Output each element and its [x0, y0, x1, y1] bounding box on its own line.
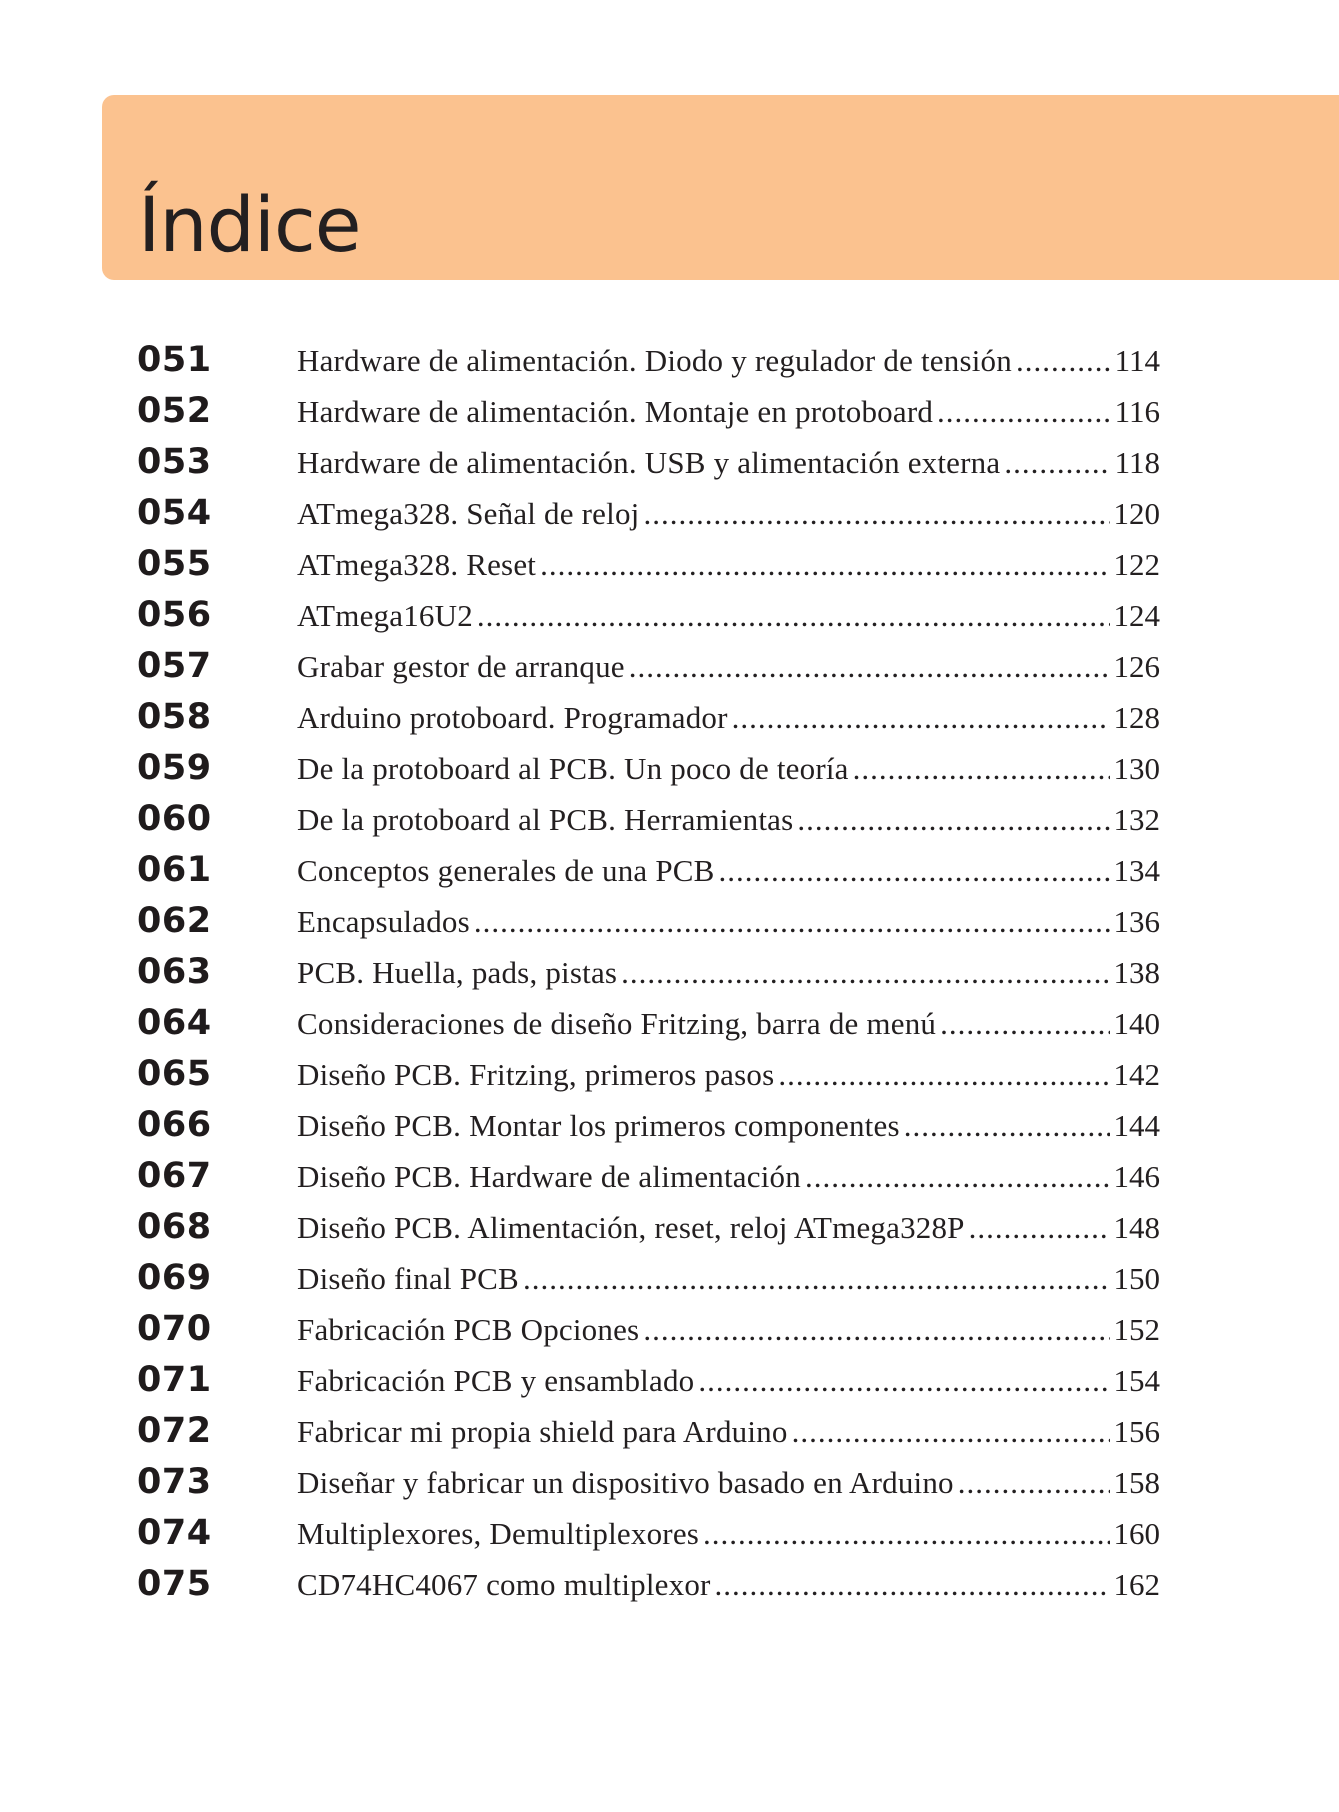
toc-entry-number: 060: [137, 799, 212, 839]
toc-dot-leader: [629, 649, 1110, 685]
toc-dot-leader: [643, 496, 1109, 532]
toc-entry[interactable]: [137, 340, 1160, 391]
toc-entry-title: Fabricar mi propia shield para Arduino: [297, 1414, 788, 1449]
toc-dot-leader: [621, 955, 1109, 991]
toc-entry[interactable]: [137, 1309, 1160, 1360]
toc-entry-page: 128: [1113, 700, 1160, 735]
toc-entry-page: 114: [1114, 343, 1160, 378]
toc-entry-title: Hardware de alimentación. USB y alimentación externa: [297, 445, 1001, 480]
toc-entry-page: 142: [1113, 1057, 1160, 1092]
toc-dot-leader: [778, 1057, 1109, 1093]
toc-entry-title: Hardware de alimentación. Diodo y regulador de tensión: [297, 343, 1012, 378]
header-band: [102, 95, 1339, 280]
toc-entry-number: 051: [137, 340, 212, 380]
toc-entry-page: 124: [1113, 598, 1160, 633]
toc-entry-title: Conceptos generales de una PCB: [297, 853, 715, 888]
toc-entry-number: 063: [137, 952, 212, 992]
toc-entry-number: 055: [137, 544, 212, 584]
table-of-contents: [137, 340, 1160, 1615]
toc-entry-title: Diseño PCB. Hardware de alimentación: [297, 1159, 801, 1194]
toc-entry-number: 053: [137, 442, 212, 482]
toc-entry-page: 122: [1113, 547, 1160, 582]
toc-entry-page: 152: [1113, 1312, 1160, 1347]
toc-entry-page: 134: [1113, 853, 1160, 888]
toc-entry-page: 118: [1114, 445, 1160, 480]
toc-entry[interactable]: [137, 544, 1160, 595]
toc-entry-title: Diseño final PCB: [297, 1261, 519, 1296]
toc-entry-number: 071: [137, 1360, 212, 1400]
toc-dot-leader: [643, 1312, 1109, 1348]
toc-dot-leader: [940, 1006, 1109, 1042]
toc-entry-number: 075: [137, 1564, 212, 1604]
toc-dot-leader: [523, 1261, 1110, 1297]
toc-dot-leader: [732, 700, 1110, 736]
toc-entry-title: Fabricación PCB y ensamblado: [297, 1363, 695, 1398]
toc-entry[interactable]: [137, 1258, 1160, 1309]
toc-entry-number: 065: [137, 1054, 212, 1094]
toc-entry-title: De la protoboard al PCB. Un poco de teoría: [297, 751, 849, 786]
toc-entry-title: Diseño PCB. Alimentación, reset, reloj ATmega328P: [297, 1210, 965, 1245]
toc-entry-page: 140: [1113, 1006, 1160, 1041]
toc-entry-page: 148: [1113, 1210, 1160, 1245]
toc-dot-leader: [698, 1363, 1109, 1399]
toc-dot-leader: [904, 1108, 1110, 1144]
toc-entry-page: 160: [1113, 1516, 1160, 1551]
toc-dot-leader: [477, 598, 1110, 634]
toc-entry[interactable]: [137, 901, 1160, 952]
toc-entry-page: 146: [1113, 1159, 1160, 1194]
toc-entry-number: 052: [137, 391, 212, 431]
toc-entry-page: 162: [1113, 1567, 1160, 1602]
toc-entry-title: ATmega16U2: [297, 598, 473, 633]
toc-entry[interactable]: [137, 1207, 1160, 1258]
toc-entry-number: 073: [137, 1462, 212, 1502]
toc-entry[interactable]: [137, 952, 1160, 1003]
toc-entry-title: CD74HC4067 como multiplexor: [297, 1567, 711, 1602]
toc-entry[interactable]: [137, 493, 1160, 544]
toc-entry[interactable]: [137, 1411, 1160, 1462]
toc-entry[interactable]: [137, 1462, 1160, 1513]
toc-entry-page: 132: [1113, 802, 1160, 837]
toc-entry-title: PCB. Huella, pads, pistas: [297, 955, 618, 990]
toc-entry-title: Multiplexores, Demultiplexores: [297, 1516, 700, 1551]
toc-entry-number: 070: [137, 1309, 212, 1349]
toc-entry-title: Encapsulados: [297, 904, 470, 939]
toc-dot-leader: [969, 1210, 1110, 1246]
toc-entry-page: 120: [1113, 496, 1160, 531]
toc-dot-leader: [719, 853, 1110, 889]
toc-dot-leader: [958, 1465, 1110, 1501]
toc-entry-page: 138: [1113, 955, 1160, 990]
toc-entry-title: Diseño PCB. Montar los primeros componentes: [297, 1108, 900, 1143]
toc-entry[interactable]: [137, 1564, 1160, 1615]
toc-entry-page: 136: [1113, 904, 1160, 939]
toc-entry[interactable]: [137, 646, 1160, 697]
toc-entry-number: 056: [137, 595, 212, 635]
toc-entry-number: 058: [137, 697, 212, 737]
toc-entry[interactable]: [137, 1360, 1160, 1411]
toc-dot-leader: [474, 904, 1110, 940]
toc-entry-number: 054: [137, 493, 212, 533]
toc-entry-number: 068: [137, 1207, 212, 1247]
toc-entry[interactable]: [137, 1156, 1160, 1207]
toc-entry-number: 057: [137, 646, 212, 686]
toc-entry[interactable]: [137, 1513, 1160, 1564]
toc-entry[interactable]: [137, 799, 1160, 850]
toc-entry-number: 069: [137, 1258, 212, 1298]
toc-dot-leader: [797, 802, 1109, 838]
toc-dot-leader: [540, 547, 1109, 583]
toc-entry-title: Arduino protoboard. Programador: [297, 700, 728, 735]
toc-entry[interactable]: [137, 595, 1160, 646]
toc-entry-page: 156: [1113, 1414, 1160, 1449]
toc-dot-leader: [1004, 445, 1110, 481]
toc-entry-title: Grabar gestor de arranque: [297, 649, 625, 684]
toc-entry-number: 066: [137, 1105, 212, 1145]
toc-entry[interactable]: [137, 391, 1160, 442]
toc-entry-title: ATmega328. Reset: [297, 547, 537, 582]
toc-entry-title: Diseñar y fabricar un dispositivo basado en Arduino: [297, 1465, 954, 1500]
toc-entry-page: 126: [1113, 649, 1160, 684]
toc-dot-leader: [937, 394, 1111, 430]
toc-entry-number: 061: [137, 850, 212, 890]
page-title: Índice: [138, 180, 361, 269]
toc-entry-page: 144: [1113, 1108, 1160, 1143]
toc-entry[interactable]: [137, 1003, 1160, 1054]
toc-dot-leader: [853, 751, 1110, 787]
toc-entry-title: Consideraciones de diseño Fritzing, barra de menú: [297, 1006, 937, 1041]
toc-entry-page: 154: [1113, 1363, 1160, 1398]
toc-entry-number: 074: [137, 1513, 212, 1553]
toc-dot-leader: [792, 1414, 1110, 1450]
toc-entry[interactable]: [137, 442, 1160, 493]
toc-entry-title: De la protoboard al PCB. Herramientas: [297, 802, 794, 837]
toc-entry-page: 130: [1113, 751, 1160, 786]
toc-dot-leader: [805, 1159, 1110, 1195]
toc-dot-leader: [1016, 343, 1111, 379]
toc-entry-page: 158: [1113, 1465, 1160, 1500]
toc-dot-leader: [715, 1567, 1110, 1603]
toc-entry-number: 067: [137, 1156, 212, 1196]
toc-entry-title: Fabricación PCB Opciones: [297, 1312, 640, 1347]
toc-entry-title: Diseño PCB. Fritzing, primeros pasos: [297, 1057, 775, 1092]
toc-entry[interactable]: [137, 748, 1160, 799]
toc-entry[interactable]: [137, 850, 1160, 901]
toc-entry[interactable]: [137, 1105, 1160, 1156]
toc-entry-title: ATmega328. Señal de reloj: [297, 496, 640, 531]
toc-entry-number: 062: [137, 901, 212, 941]
toc-entry[interactable]: [137, 1054, 1160, 1105]
toc-entry[interactable]: [137, 697, 1160, 748]
toc-entry-page: 150: [1113, 1261, 1160, 1296]
toc-entry-number: 059: [137, 748, 212, 788]
toc-entry-page: 116: [1114, 394, 1160, 429]
toc-entry-title: Hardware de alimentación. Montaje en protoboard: [297, 394, 934, 429]
toc-entry-number: 064: [137, 1003, 212, 1043]
toc-entry-number: 072: [137, 1411, 212, 1451]
toc-dot-leader: [703, 1516, 1109, 1552]
